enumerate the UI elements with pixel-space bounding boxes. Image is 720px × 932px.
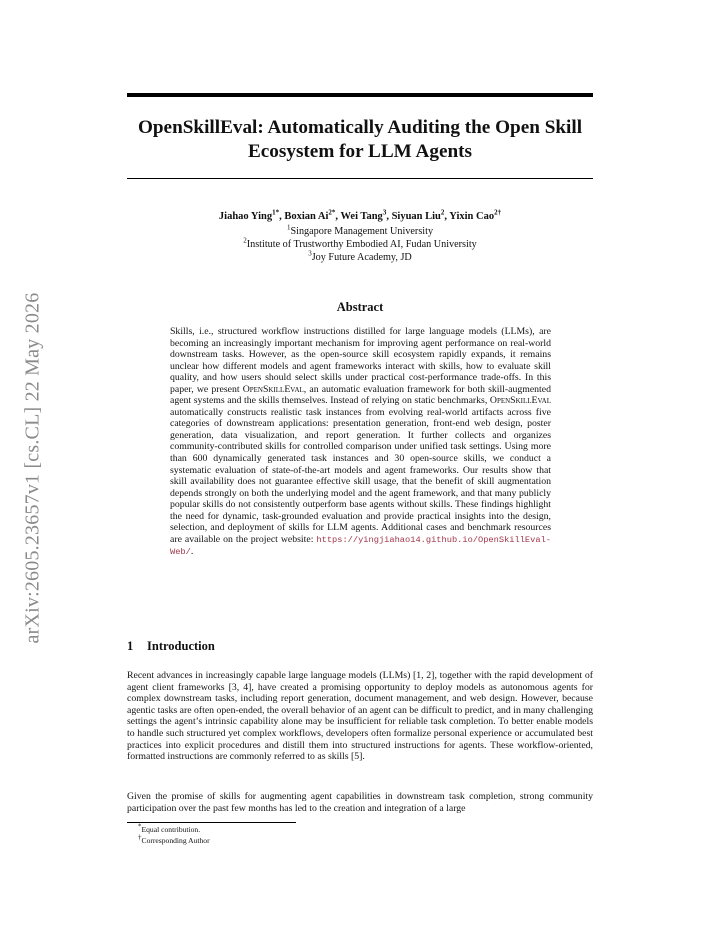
method-name: OpenSkillEval bbox=[489, 395, 551, 407]
author-marks: 2 bbox=[440, 208, 445, 217]
footnotes bbox=[138, 822, 210, 846]
author-marks: 1* bbox=[272, 208, 280, 217]
affiliation-text: Joy Future Academy, JD bbox=[311, 252, 412, 263]
author-marks: 2† bbox=[494, 208, 502, 217]
intro-paragraph: Recent advances in increasingly capable large language models (LLMs) [1, 2], together with the rapid development of agent client frameworks [3, 4], have created a promising opportunity to deploy models as autonomous agents for complex downstream tasks, including report generation, document management, and web design. However, because agentic tasks are often open-ended, the overall behavior of an agent can be difficult to predict, and in many challenging settings the agent’s intrinsic capability alone may be insufficient for reliable task completion. To better enable models to handle such structured yet complex workflows, developers often formalize personal experience or accumulated best practices into explicit procedures and distill them into structured instructions for agents. These workflow-oriented, formatted instructions are commonly referred to as skills [5]. bbox=[127, 670, 593, 763]
method-name: OpenSkillEval bbox=[242, 383, 304, 395]
arxiv-identifier: arXiv:2605.23657v1 [cs.CL] 22 May 2026 bbox=[21, 292, 44, 644]
intro-paragraph: Given the promise of skills for augmenting agent capabilities in downstream task completion, strong community participation over the past few months has led to the creation and integration of a large bbox=[127, 791, 593, 814]
paper-title: OpenSkillEval: Automatically Auditing the Open Skill Ecosystem for LLM Agents bbox=[137, 117, 583, 162]
affiliation-number: 1 bbox=[286, 223, 291, 232]
section-number: 1 bbox=[127, 639, 134, 653]
project-website-link[interactable]: https://yingjiahao14.github.io/OpenSkillEval-Web/ bbox=[170, 534, 551, 558]
abstract-body bbox=[170, 326, 551, 559]
author-name: Wei Tang bbox=[340, 211, 383, 222]
affiliation-text: Institute of Trustworthy Embodied AI, Fudan University bbox=[246, 239, 477, 250]
section-title: Introduction bbox=[147, 639, 215, 653]
footnote-mark: † bbox=[138, 832, 142, 841]
author-marks: 3 bbox=[382, 208, 387, 217]
author-marks: 2* bbox=[328, 208, 336, 217]
affiliation bbox=[127, 238, 593, 251]
abstract-text: . bbox=[190, 546, 194, 558]
abstract-text: automatically constructs realistic task instances from evolving real-world artifacts across five categories of downstream applications: presentation generation, front-end web design, poster generation, data visualization, and report generation. It further collects and organizes community-contributed skills for controlled comparison under unified task settings. Using more than 600 dynamically generated task instances and 30 open-source skills, we conduct a systematic evaluation of state-of-the-art models and agent frameworks. Our results show that skill availability does not guarantee effective skill usage, that the benefit of skill augmentation depends strongly on both the underlying model and the agent framework, and that many publicly popular skills do not consistently outperform base agents without skills. These findings highlight the need for dynamic, task-grounded evaluation and provide practical insights into the design, selection, and deployment of skills for LLM agents. Additional cases and benchmark resources are available on the project website: bbox=[170, 406, 551, 545]
abstract-text: , an automatic evaluation framework for both skill-augmented agent systems and the skills themselves. Instead of relying on static benchmarks, bbox=[170, 383, 551, 407]
affiliation bbox=[127, 225, 593, 238]
footnote bbox=[138, 822, 210, 836]
author-name: Boxian Ai bbox=[284, 211, 329, 222]
title-bottom-rule bbox=[127, 178, 593, 179]
affiliation-list bbox=[127, 225, 593, 264]
footnote-text: Equal contribution. bbox=[141, 825, 201, 834]
affiliation-number: 2 bbox=[243, 236, 247, 245]
author-name: Jiahao Ying bbox=[218, 211, 273, 222]
footnote-text: Corresponding Author bbox=[141, 835, 210, 845]
affiliation bbox=[127, 251, 593, 264]
abstract-text: Skills, i.e., structured workflow instructions distilled for large language models (LLMs), are becoming an increasingly important mechanism for improving agent performance on real-world downstream tasks. However, as the open-source skill ecosystem rapidly expands, it remains unclear how different models and agent frameworks interact with skills, how to evaluate skill quality, and how users should select skills under practical cost-performance trade-offs. In this paper, we present bbox=[170, 326, 551, 395]
author-name: Siyuan Liu bbox=[391, 211, 441, 222]
arxiv-sidebar-stamp bbox=[20, 258, 46, 678]
author-list: Jiahao Ying$^{1*}$, Boxian $Ai^{2*}$, Wei Tang$^3$, Siyuan Liu$^2$, Yixin Cao$^{2\dagger}$ bbox=[218, 208, 502, 222]
author-name: Yixin Cao bbox=[449, 211, 495, 222]
footnote-rule bbox=[127, 822, 296, 823]
footnote bbox=[138, 832, 210, 847]
title-top-rule bbox=[127, 93, 593, 97]
affiliation-number: 3 bbox=[308, 249, 312, 258]
abstract-heading: Abstract bbox=[336, 300, 384, 314]
affiliation-text: Singapore Management University bbox=[290, 226, 434, 237]
footnote-mark: * bbox=[138, 822, 142, 831]
section-heading-introduction bbox=[127, 639, 593, 654]
